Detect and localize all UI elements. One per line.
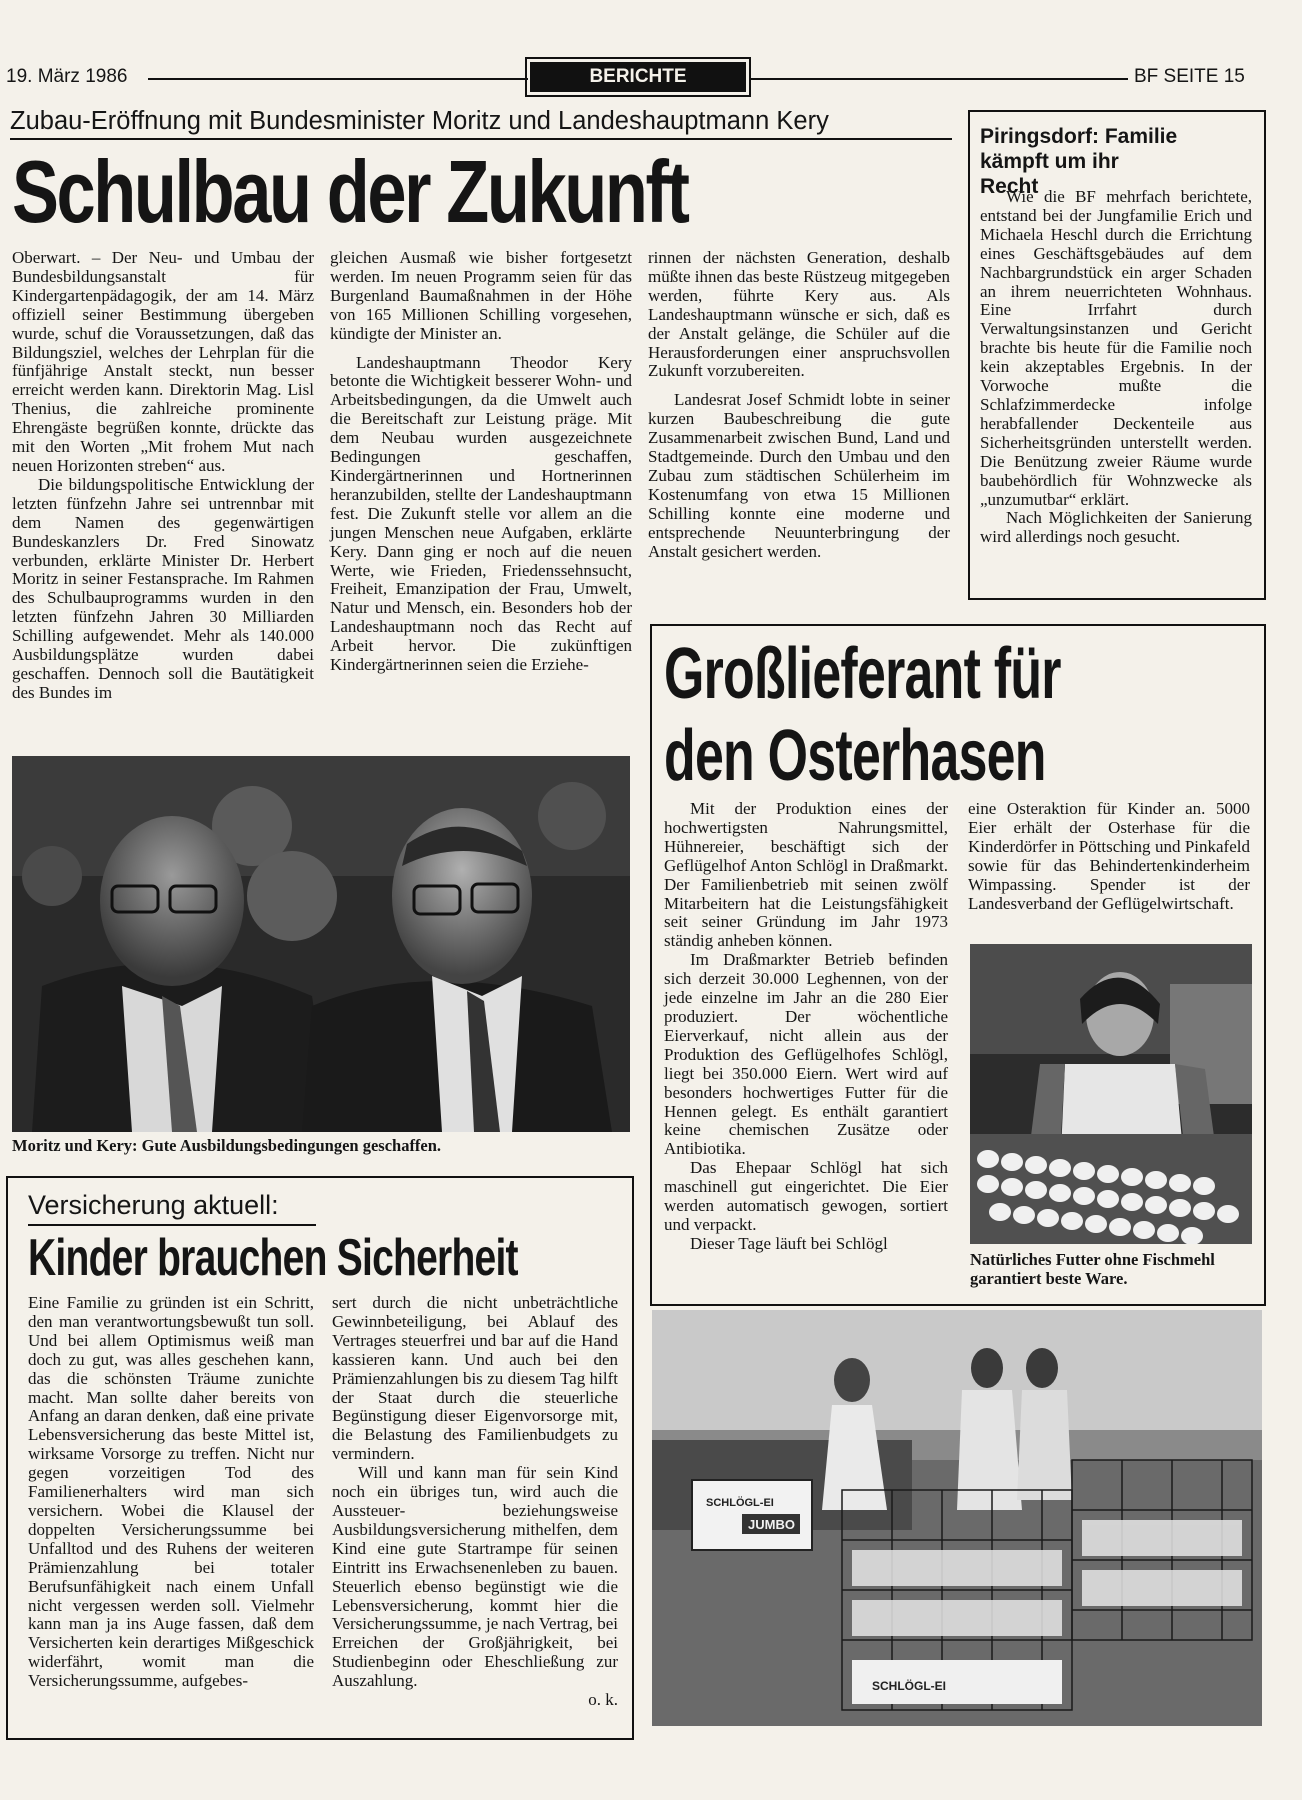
article3-column-2 [332,1294,618,1710]
carton-brand-label: SCHLÖGL-EI [706,1497,774,1509]
sidebar-paragraph: Wie die BF mehrfach berichtete, entstand bei der Jungfamilie Erich und Michaela Heschl durch die Errichtung eines Geschäftsgebäudes auf dem Nachbargrundstück ein arger Schaden an ihrem neuerrichteten Wohnhaus. Eine Irrfahrt durch Verwaltungsinstanzen und Gericht brachte bis heute für die Familie noch kein akzeptables Ergebnis. In der Vorwoche mußte die Schlafzimmerdecke infolge herabfallender Deckenteile aus Sicherheitsgründen unterstellt werden. Die Benützung zweier Räume wurde baubehördlich für Wohnzwecke als „unzumutbar“ erklärt. [980,187,1252,509]
photo-egg-worker-caption: Natürliches Futter ohne Fischmehl garantiert beste Ware. [970,1250,1215,1288]
article1-paragraph: rinnen der nächsten Generation, deshalb müßte ihnen das beste Rüstzeug mitgegeben werden, führte Kery aus. Als Landeshauptmann wünsche er sich, daß es der Anstalt gelänge, die Schüler auf die Herausforderungen einer anspruchsvollen Zukunft vorzubereiten. [648,248,950,381]
photo-egg-facility [652,1310,1262,1726]
photo-moritz-kery [12,756,630,1132]
article2-paragraph: Mit der Produktion eines der hochwertigsten Nahrungsmittel, Hühnereier, beschäftigt sich der Geflügelhof Anton Schlögl in Draßmarkt. Der Familienbetrieb mit seinen zwölf Mitarbeitern hat die Leistungsfähigkeit seit seiner Gründung im Jahr 1973 ständig anheben können. [664,799,948,951]
article1-paragraph: Die bildungspolitische Entwicklung der letzten fünfzehn Jahre sei untrennbar mit dem Namen des gegenwärtigen Bundeskanzlers Dr. Fred Sinowatz verbunden, erklärte Minister Dr. Herbert Moritz in seiner Festansprache. Im Rahmen des Schulbauprogramms wurden in den letzten fünfzehn Jahren 30 Milliarden Schilling aufgewendet. Mehr als 140.000 Ausbildungsplätze wurden dabei geschaffen. Dennoch soll die Bautätigkeit des Bundes im [12,474,314,702]
section-label: BERICHTE [530,62,746,92]
sidebar-title: Piringsdorf: Familie kämpft um ihr Recht [980,125,1178,198]
article1-column-3 [648,249,950,562]
article1-paragraph: Landesrat Josef Schmidt lobte in seiner kurzen Baubeschreibung die gute Zusammenarbeit zwischen Bund, Land und Stadtgemeinde. Durch den Umbau und den Zubau zum städtischen Schülerheim im Kostenumfang von etwa 15 Millionen Schilling konnte eine moderne und entsprechende Neuunterbringung der Anstalt gesichert werden. [648,390,950,561]
page-number: BF SEITE 15 [1134,66,1245,87]
article3-column-1 [28,1294,314,1691]
article1-column-2 [330,249,632,675]
article3-kicker: Versicherung aktuell: [28,1190,279,1220]
header-rule-left [148,78,528,80]
article3-headline: Kinder brauchen Sicherheit [28,1229,518,1287]
header-rule-right [750,78,1128,80]
sidebar-body [980,188,1252,547]
article2-paragraph: Das Ehepaar Schlögl hat sich maschinell gut eingerichtet. Die Eier werden automatisch gewogen, sortiert und verpackt. [664,1158,948,1234]
article3-paragraph: Will und kann man für sein Kind noch ein übriges tun, wird auch die Aussteuer- beziehungsweise Ausbildungsversicherung mithelfen, dem Kind eine gute Startrampe für seinen Eintritt ins Erwachsenenleben zu bauen. Steuerlich ebenso begünstigt wie die Lebensversicherung, kommt hier die Versicherungssumme, je nach Vertrag, bei Erreichen der Großjährigkeit, bei Studienbeginn oder Eheschließung zur Auszahlung. [332,1463,618,1691]
article3-kicker-rule [28,1224,316,1226]
photo-egg-facility-image [652,1310,1262,1726]
article2-column-1 [664,800,948,1254]
article2-paragraph: Dieser Tage läuft bei Schlögl [690,1233,888,1253]
article1-column-1 [12,249,314,703]
article2-headline-line1: Großlieferant für [664,634,1061,714]
article3-paragraph: Eine Familie zu gründen ist ein Schritt, den man verantwortungsbewußt tun soll. Und bei allem Optimismus weiß man doch zu gut, was alles geschehen kann, das die schönsten Träume zunichte macht. Man sollte daher bereits von Anfang an daran denken, daß eine private Lebensversicherung das beste Mittel ist, wirksame Vorsorge zu treffen. Nicht nur gegen vorzeitigen Tod des Familienerhalters wird man sich versichern. Wobei die Klausel der doppelten Versicherungssumme bei Unfalltod und des Ruhens der weiteren Prämienzahlung bei totaler Berufsunfähigkeit nach einem Unfall nicht vergessen werden soll. Vielmehr kann man ja ins Auge fassen, daß dem Versicherten kein derartiges Mißgeschick widerfährt, womit man die Versicherungssumme, aufgebes- [28,1293,314,1691]
kicker-rule [10,138,952,140]
article2-paragraph: eine Osteraktion für Kinder an. 5000 Eier erhält der Osterhase für die Kinderdörfer in Pöttsching und Pinkafeld sowie für das Behindertenkinderheim Wimpassing. Spender ist der Landesverband der Geflügelwirtschaft. [968,799,1250,913]
photo-egg-worker-image [970,944,1252,1244]
article1-headline: Schulbau der Zukunft [12,142,688,241]
article2-headline-line2: den Osterhasen [664,716,1046,796]
article3-signature: o. k. [588,1690,618,1710]
photo-egg-worker [970,944,1252,1244]
issue-date: 19. März 1986 [6,66,128,87]
article1-paragraph: Oberwart. – Der Neu- und Umbau der Bundesbildungsanstalt für Kindergartenpädagogik, der am 14. März offiziell seiner Bestimmung übergeben wurde, schuf die Voraussetzungen, daß das Bildungsziel, welches der Lehrplan für die fünfjährige Anstalt steckt, nun besser erreicht werden kann. Direktorin Mag. Lisl Thenius, die zahlreiche prominente Ehrengäste begrüßen konnte, drückte das mit den Worten „Mit frohem Mut nach neuen Horizonten streben“ aus. [12,248,314,475]
article3-paragraph: sert durch die nicht unbeträchtliche Gewinnbeteiligung, bei Ablauf des Vertrages steuerfrei und bar auf die Hand kassieren kann. Und auch bei den Prämienzahlungen bis zu diesem Tag hilft der Staat durch die steuerliche Begünstigung dieser Eigenvorsorge mit, die Belastung des Familienbudgets zu vermindern. [332,1293,618,1464]
crate-brand-label: SCHLÖGL-EI [872,1679,946,1693]
photo-moritz-kery-image [12,756,630,1132]
article2-column-2 [968,800,1250,913]
article1-paragraph: Landeshauptmann Theodor Kery betonte die Wichtigkeit besserer Wohn- und Arbeitsbedingungen, da die Umwelt auch die Bereitschaft zur Leistung präge. Mit dem Neubau wurden ausgezeichnete Bedingungen geschaffen, Kindergärtnerinnen und Hortnerinnen heranzubilden, stellte der Landeshauptmann fest. Die Zukunft stelle vor allem an die jungen Menschen neue Aufgaben, erklärte Kery. Dann ging er noch auf die neuen Werte, wie Frieden, Friedenssehnsucht, Freiheit, Emanzipation der Frau, Umwelt, Natur und Mensch, ein. Besonders hob der Landeshauptmann noch das Recht auf Arbeit hervor. Die zukünftigen Kindergärtnerinnen seien die Erziehe- [330,352,632,675]
article1-paragraph: gleichen Ausmaß wie bisher fortgesetzt werden. Im neuen Programm seien für das Burgenland Baumaßnahmen in der Höhe von 165 Millionen Schilling vorgesehen, kündigte der Minister an. [330,248,632,343]
photo-moritz-kery-caption: Moritz und Kery: Gute Ausbildungsbedingungen geschaffen. [12,1136,442,1155]
article2-paragraph: Im Draßmarkter Betrieb befinden sich derzeit 30.000 Leghennen, von der jede einzelne im Jahr an die 280 Eier produziert. Der wöchentliche Eierverkauf, nicht allein aus der Produktion des Geflügelhofes Schlögl, liegt bei 350.000 Eiern. Wert wird auf besonders hochwertiges Futter für die Hennen gelegt. Es enthält garantiert keine chemischen Zusätze oder Antibiotika. [664,950,948,1159]
sidebar-paragraph: Nach Möglichkeiten der Sanierung wird allerdings noch gesucht. [980,508,1252,547]
carton-jumbo-label: JUMBO [748,1517,795,1532]
article1-kicker: Zubau-Eröffnung mit Bundesminister Moritz und Landeshauptmann Kery [10,107,829,135]
